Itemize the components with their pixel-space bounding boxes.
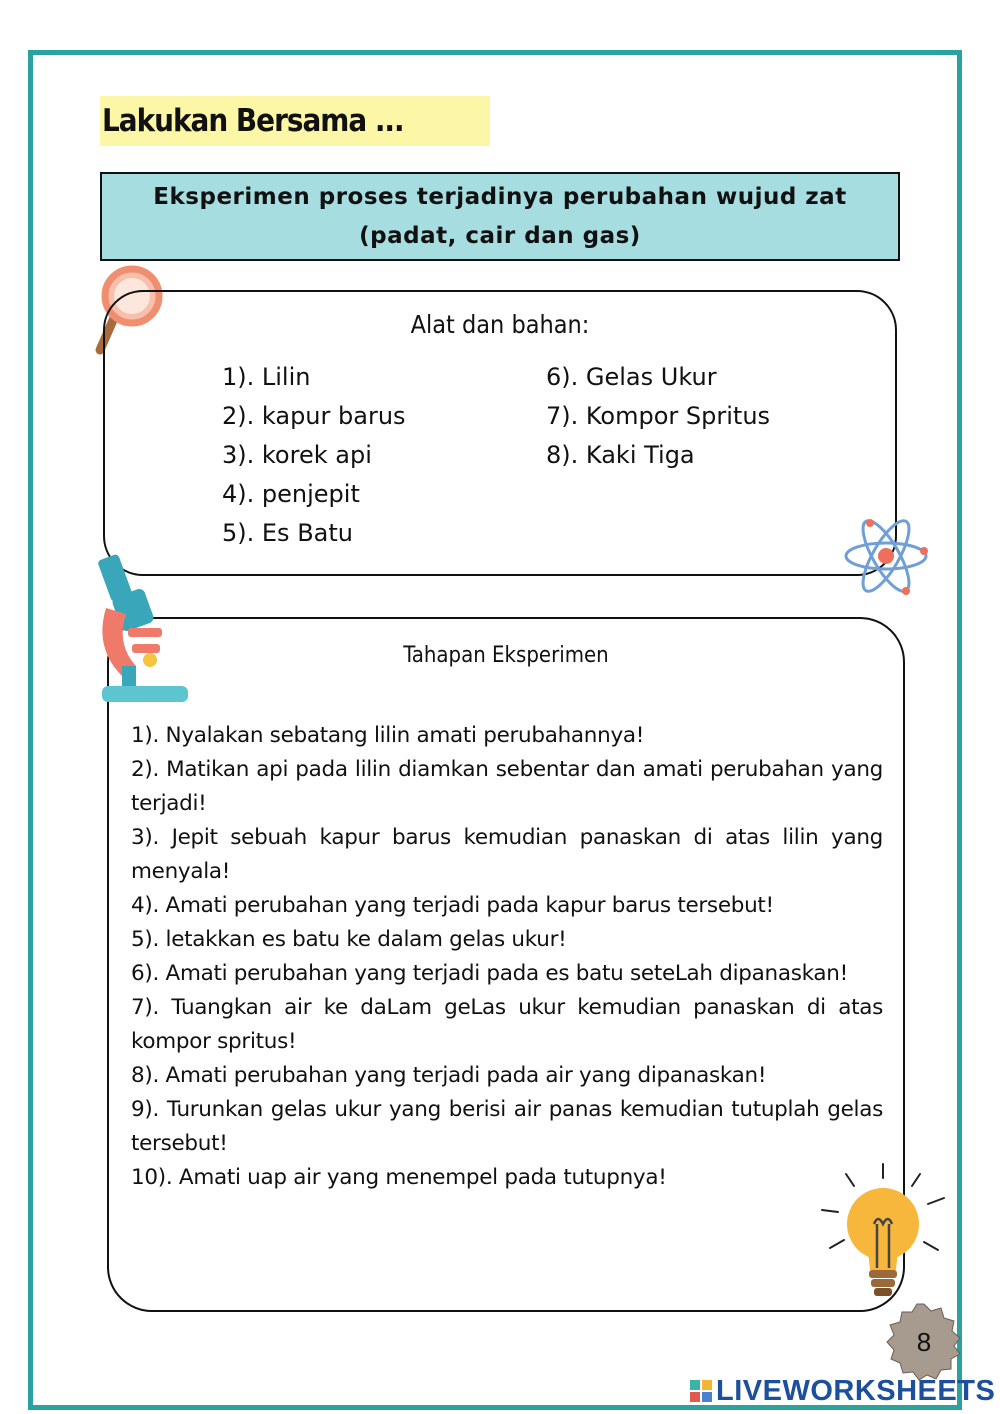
list-item: 7). Kompor Spritus xyxy=(546,402,771,430)
list-item: 4). penjepit xyxy=(222,480,360,508)
experiment-title-box xyxy=(100,172,900,261)
list-item: 2). kapur barus xyxy=(222,402,406,430)
step-item: 10). Amati uap air yang menempel pada tutupnya! xyxy=(131,1165,667,1190)
liveworksheets-logo-icon xyxy=(690,1380,712,1402)
microscope-icon xyxy=(92,548,192,710)
steps-title: Tahapan Eksperimen xyxy=(403,643,609,668)
step-item: 8). Amati perubahan yang terjadi pada air yang dipanaskan! xyxy=(131,1063,767,1088)
list-item: 3). korek api xyxy=(222,441,372,469)
brand-text: LIVEWORKSHEETS xyxy=(716,1374,996,1407)
tools-title: Alat dan bahan: xyxy=(410,310,590,339)
step-item: 5). letakkan es batu ke dalam gelas ukur! xyxy=(131,927,567,952)
page-number: 8 xyxy=(916,1327,932,1357)
experiment-title-line-1: Eksperimen proses terjadinya perubahan wujud zat xyxy=(153,184,847,210)
step-item: 7). Tuangkan air ke daLam geLas ukur kemudian panaskan di atas kompor spritus! xyxy=(131,995,883,1054)
list-item: 6). Gelas Ukur xyxy=(546,363,717,391)
step-item: 6). Amati perubahan yang terjadi pada es batu seteLah dipanaskan! xyxy=(131,961,848,986)
step-item: 3). Jepit sebuah kapur barus kemudian panaskan di atas lilin yang menyala! xyxy=(131,825,883,884)
step-item: 4). Amati perubahan yang terjadi pada kapur barus tersebut! xyxy=(131,893,774,918)
tools-list-right xyxy=(546,358,770,475)
step-item: 1). Nyalakan sebatang lilin amati perubahannya! xyxy=(131,723,645,748)
step-item: 9). Turunkan gelas ukur yang berisi air panas kemudian tutuplah gelas tersebut! xyxy=(131,1097,883,1156)
experiment-steps-panel xyxy=(107,617,905,1312)
list-item: 8). Kaki Tiga xyxy=(546,441,695,469)
steps-list xyxy=(131,719,883,1195)
atom-icon xyxy=(840,515,932,597)
tools-materials-panel xyxy=(103,290,897,576)
list-item: 1). Lilin xyxy=(222,363,311,391)
step-item: 2). Matikan api pada lilin diamkan sebentar dan amati perubahan yang terjadi! xyxy=(131,757,883,816)
page-heading: Lakukan Bersama ... xyxy=(100,96,490,146)
light-bulb-icon xyxy=(818,1158,948,1308)
brand-logo xyxy=(690,1374,995,1408)
tools-list-left xyxy=(222,358,406,553)
list-item: 5). Es Batu xyxy=(222,519,353,547)
experiment-title-line-2: (padat, cair dan gas) xyxy=(359,223,641,249)
